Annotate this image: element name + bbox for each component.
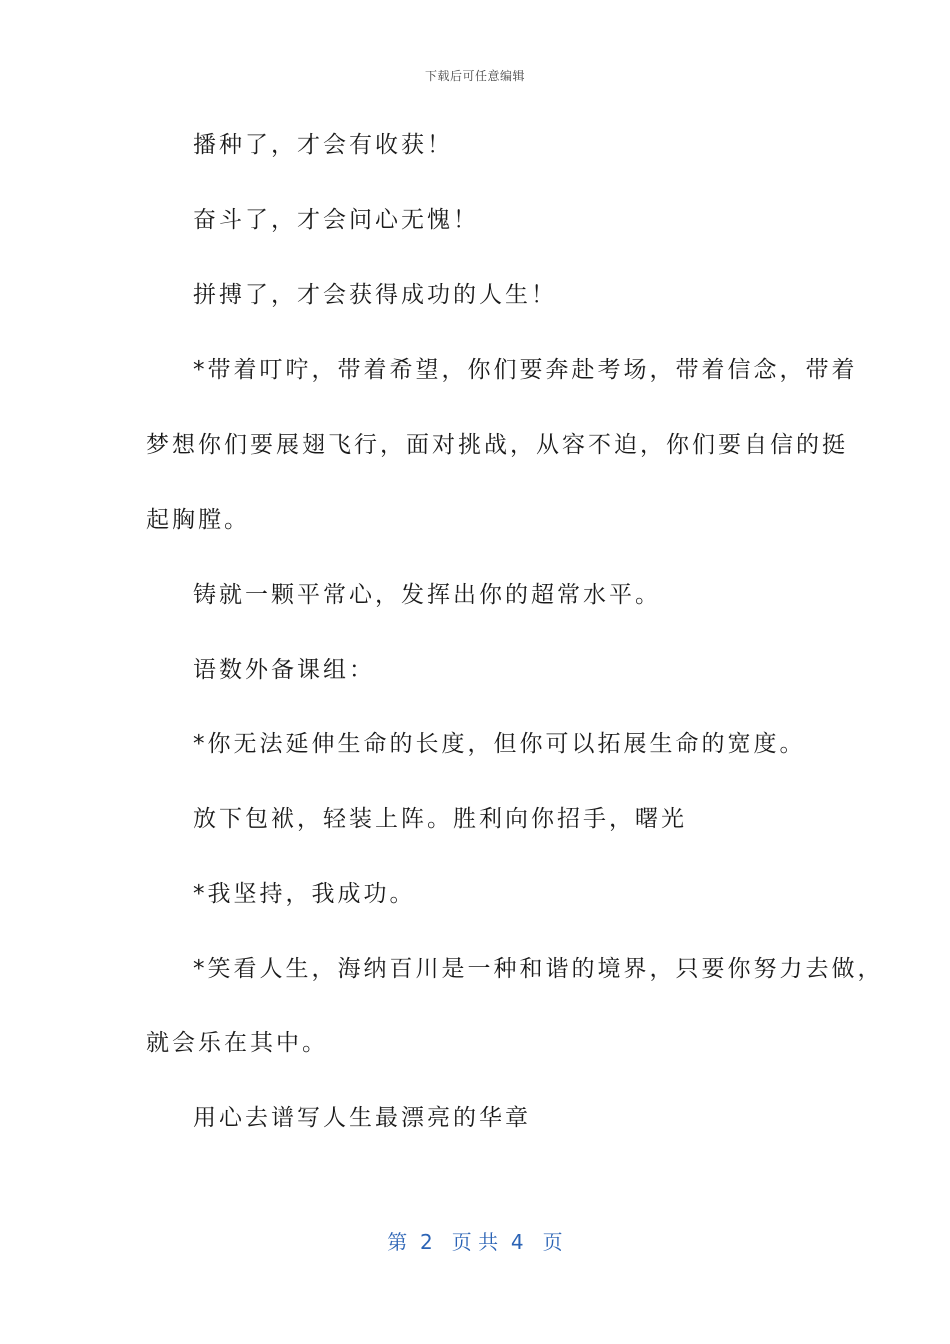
paragraph-line: 用心去谱写人生最漂亮的华章 bbox=[193, 1105, 531, 1131]
paragraph-line: 起胸膛。 bbox=[146, 507, 250, 533]
paragraph-line: *笑看人生，海纳百川是一种和谐的境界，只要你努力去做， bbox=[193, 956, 884, 982]
paragraph-line: *我坚持，我成功。 bbox=[193, 881, 416, 907]
paragraph-line: *带着叮咛，带着希望，你们要奔赴考场，带着信念，带着 bbox=[193, 357, 858, 383]
paragraph-line: 播种了，才会有收获！ bbox=[193, 132, 453, 158]
header-note: 下载后可任意编辑 bbox=[424, 69, 525, 83]
paragraph-line: 放下包袱，轻装上阵。胜利向你招手，曙光 bbox=[193, 806, 687, 832]
paragraph-line: 就会乐在其中。 bbox=[146, 1030, 328, 1056]
paragraph-line: *你无法延伸生命的长度，但你可以拓展生命的宽度。 bbox=[193, 731, 806, 757]
paragraph-line: 铸就一颗平常心，发挥出你的超常水平。 bbox=[193, 582, 661, 608]
paragraph-line: 奋斗了，才会问心无愧！ bbox=[193, 207, 479, 233]
paragraph-line: 拼搏了，才会获得成功的人生！ bbox=[193, 282, 557, 308]
page-number: 第 2 页 共 4 页 bbox=[387, 1230, 563, 1254]
paragraph-line: 梦想你们要展翅飞行，面对挑战，从容不迫，你们要自信的挺 bbox=[146, 432, 848, 458]
paragraph-line: 语数外备课组： bbox=[193, 657, 375, 683]
